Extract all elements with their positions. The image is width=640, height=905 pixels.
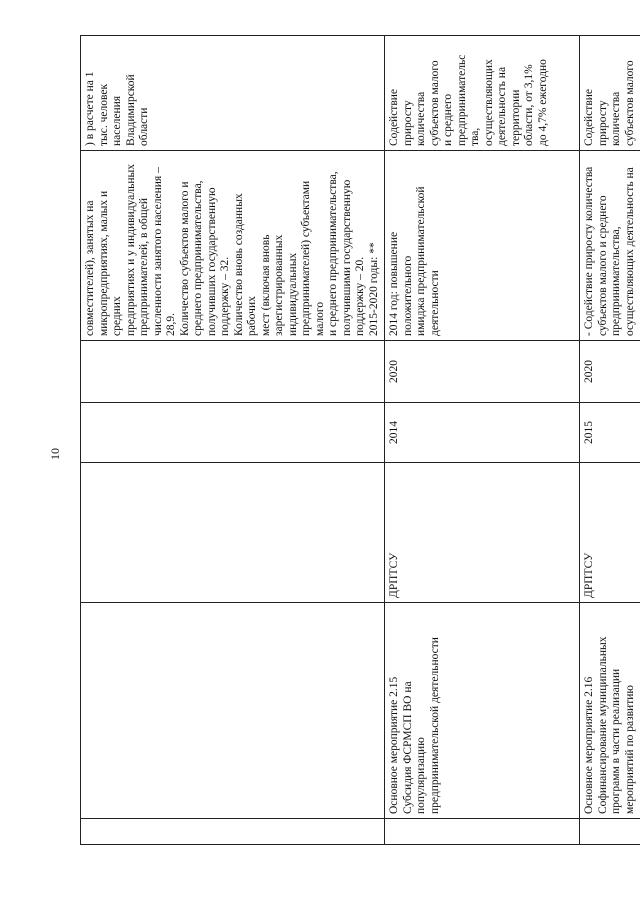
measures-table: [80, 35, 640, 845]
cell-responsible: [81, 463, 385, 603]
cell-expected-results: 2014 год: повышение положительного имиджа предпринимательской деятельности: [385, 151, 580, 341]
cell-year-start: 2015: [580, 403, 640, 463]
cell-year-start: 2014: [385, 403, 580, 463]
cell-indicators: ) в расчете на 1 тыс. человек населения Владимирской области: [81, 36, 385, 151]
table-row: [385, 36, 580, 845]
cell-measure-name: Основное мероприятие 2.15 Субсидия ФСРМСП ВО на популяризацию предпринимательской деятельности: [385, 603, 580, 819]
table-row: [81, 36, 385, 845]
cell-number: [580, 819, 640, 845]
cell-expected-results: совместителей), занятых на микропредприятиях, малых и средних предприятиях и у индивидуальных предпринимателей, в общей численности занятого населения – 28,9. Количество субъектов малого и среднего предпринимательства, получивших государственную поддержку – 32. Количество вновь созданных рабочих мест (включая вновь зарегистрированных индивидуальных предпринимателей) субъектами малого и среднего предпринимательства, получившими государственную поддержку – 20. 2015-2020 годы: **: [81, 151, 385, 341]
cell-expected-results: - Содействие приросту количества субъектов малого и среднего предпринимательства, осуществляющих деятельность на: [580, 151, 640, 341]
cell-year-start: [81, 403, 385, 463]
cell-responsible: ДРПТСУ: [580, 463, 640, 603]
cell-number: [81, 819, 385, 845]
table-row: [580, 36, 640, 845]
cell-measure-name: Основное мероприятие 2.16 Софинансирование муниципальных программ в части реализации мероприятий по развитию: [580, 603, 640, 819]
cell-measure-name: [81, 603, 385, 819]
cell-responsible: ДРПТСУ: [385, 463, 580, 603]
cell-year-end: 2020: [385, 341, 580, 403]
cell-year-end: 2020: [580, 341, 640, 403]
cell-indicators: Содействие приросту количества субъектов малого и среднего предпринимательс тва, осуществляющих деятельность на территории области, от 3,1% до 4,7% ежегодно: [385, 36, 580, 151]
cell-year-end: [81, 341, 385, 403]
cell-indicators: Содействие приросту количества субъектов малого: [580, 36, 640, 151]
page-number: 10: [48, 448, 62, 460]
cell-number: [385, 819, 580, 845]
